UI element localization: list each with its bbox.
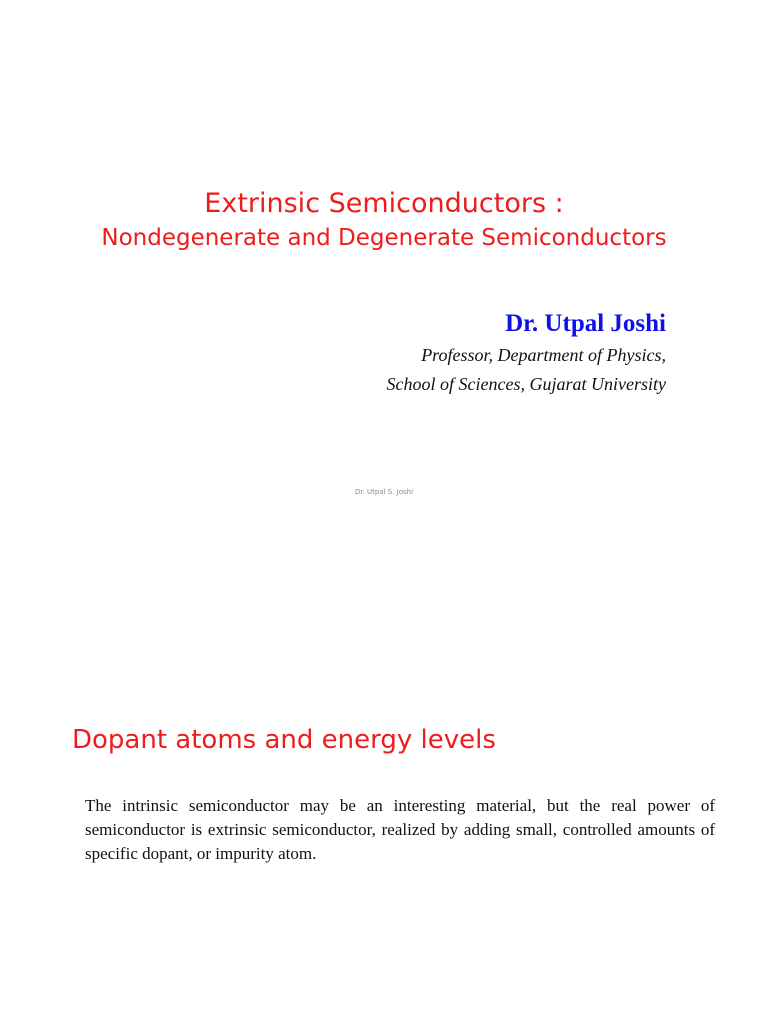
- slide-title: Extrinsic Semiconductors :: [204, 188, 564, 219]
- author-affiliation-line2: School of Sciences, Gujarat University: [386, 374, 666, 394]
- slide-subtitle: Nondegenerate and Degenerate Semiconductors: [101, 225, 667, 251]
- author-name: Dr. Utpal Joshi: [505, 310, 666, 337]
- slide-footer: Dr. Utpal S. Joshi: [354, 488, 414, 496]
- content-slide: [0, 690, 768, 1024]
- author-affiliation-line1: Professor, Department of Physics,: [421, 345, 666, 365]
- section-heading: Dopant atoms and energy levels: [72, 725, 496, 755]
- body-paragraph: The intrinsic semiconductor may be an interesting material, but the real power of semiconductor is extrinsic semiconductor, realized by adding small, controlled amounts of specific dopant, or impurity atom.: [85, 796, 715, 863]
